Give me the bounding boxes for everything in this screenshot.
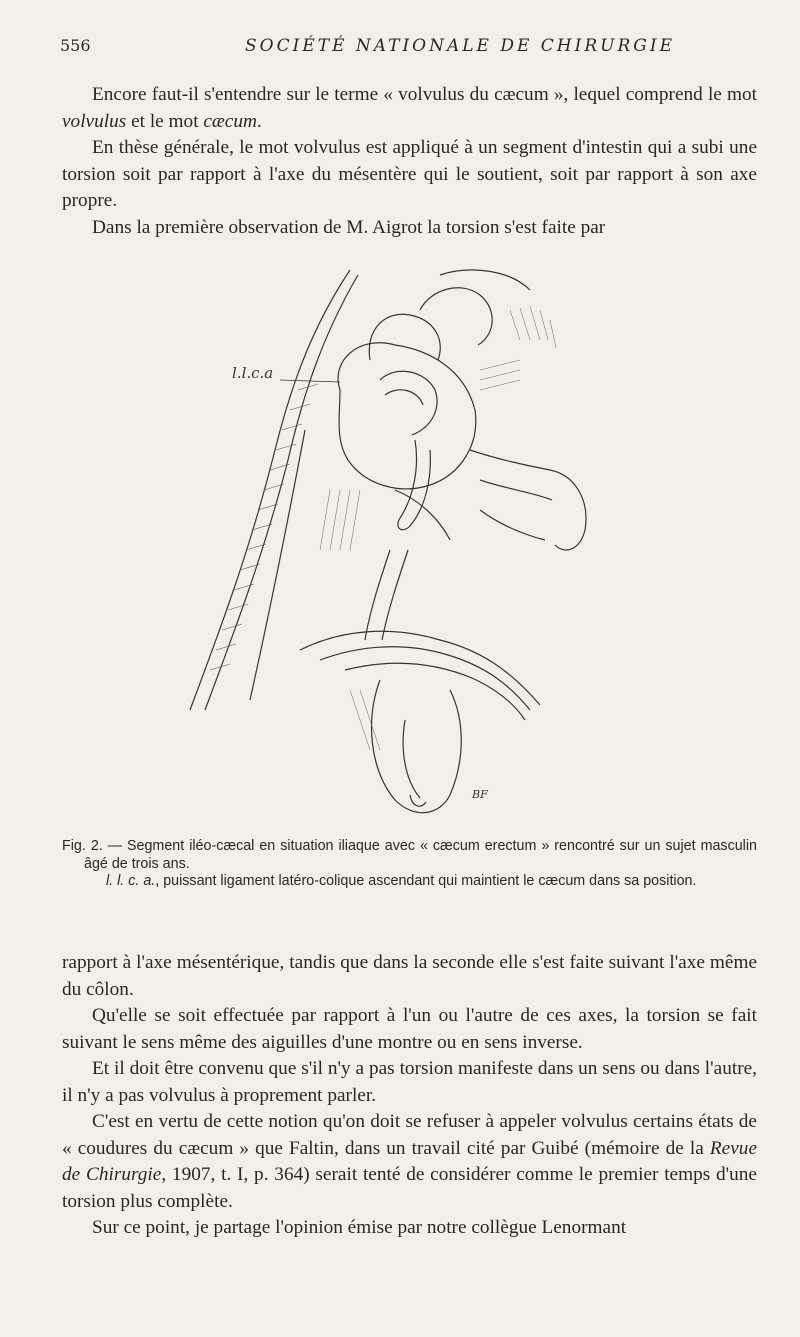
page-header xyxy=(60,36,752,62)
paragraph: rapport à l'axe mésentérique, tandis que dans la seconde elle s'est faite suivant l'axe même du côlon. xyxy=(62,952,757,1000)
figure-caption xyxy=(62,838,757,891)
page-number: 556 xyxy=(60,36,91,55)
paragraph: En thèse générale, le mot volvulus est appliqué à un segment d'intestin qui a subi une torsion soit par rapport à l'axe du mésentère qui le soutient, soit par rapport à son axe propre. xyxy=(62,137,757,211)
figure-label-lca: l.l.c.a xyxy=(232,364,274,382)
paragraph: Sur ce point, je partage l'opinion émise par notre collègue Lenormant xyxy=(92,1217,627,1238)
italic-term: cæcum xyxy=(203,110,257,132)
body-text-bottom xyxy=(62,950,757,1242)
journal-title: Revue de Chirurgie xyxy=(62,1137,757,1185)
anatomical-figure xyxy=(180,250,620,830)
paragraph: Dans la première observation de M. Aigrot la torsion s'est faite par xyxy=(92,216,606,238)
paragraph: C'est en vertu de cette notion qu'on doit se refuser à appeler volvulus certains états de « coudures du cæcum » que Faltin, dans un travail cité par Guibé (mémoire de la Revue de Chirurgie, 1907, t. I, p. 364) serait tenté de considérer comme le premier temps d'une torsion plus complète. xyxy=(62,1111,757,1212)
caption-line: l. l. c. a., puissant ligament latéro-colique ascendant qui maintient le cæcum dans sa position. xyxy=(106,873,697,889)
paragraph: Qu'elle se soit effectuée par rapport à l'un ou l'autre de ces axes, la torsion se fait suivant le sens même des aiguilles d'une montre ou en sens inverse. xyxy=(62,1005,757,1053)
running-title: SOCIÉTÉ NATIONALE DE CHIRURGIE xyxy=(245,36,675,56)
paragraph: Encore faut-il s'entendre sur le terme « volvulus du cæcum », lequel comprend le mot volvulus et le mot cæcum. xyxy=(62,84,757,132)
artist-signature: BF xyxy=(472,788,488,801)
caption-abbrev: l. l. c. a. xyxy=(106,873,156,889)
paragraph: Et il doit être convenu que s'il n'y a pas torsion manifeste dans un sens ou dans l'autre, il n'y a pas volvulus à proprement parler. xyxy=(62,1058,757,1106)
body-text-top xyxy=(62,82,757,241)
italic-term: volvulus xyxy=(62,110,127,132)
caption-line: Fig. 2. — Segment iléo-cæcal en situation iliaque avec « cæcum erectum » rencontré sur un sujet masculin âgé de trois ans. xyxy=(62,838,757,872)
ileocaecal-illustration xyxy=(180,250,620,830)
